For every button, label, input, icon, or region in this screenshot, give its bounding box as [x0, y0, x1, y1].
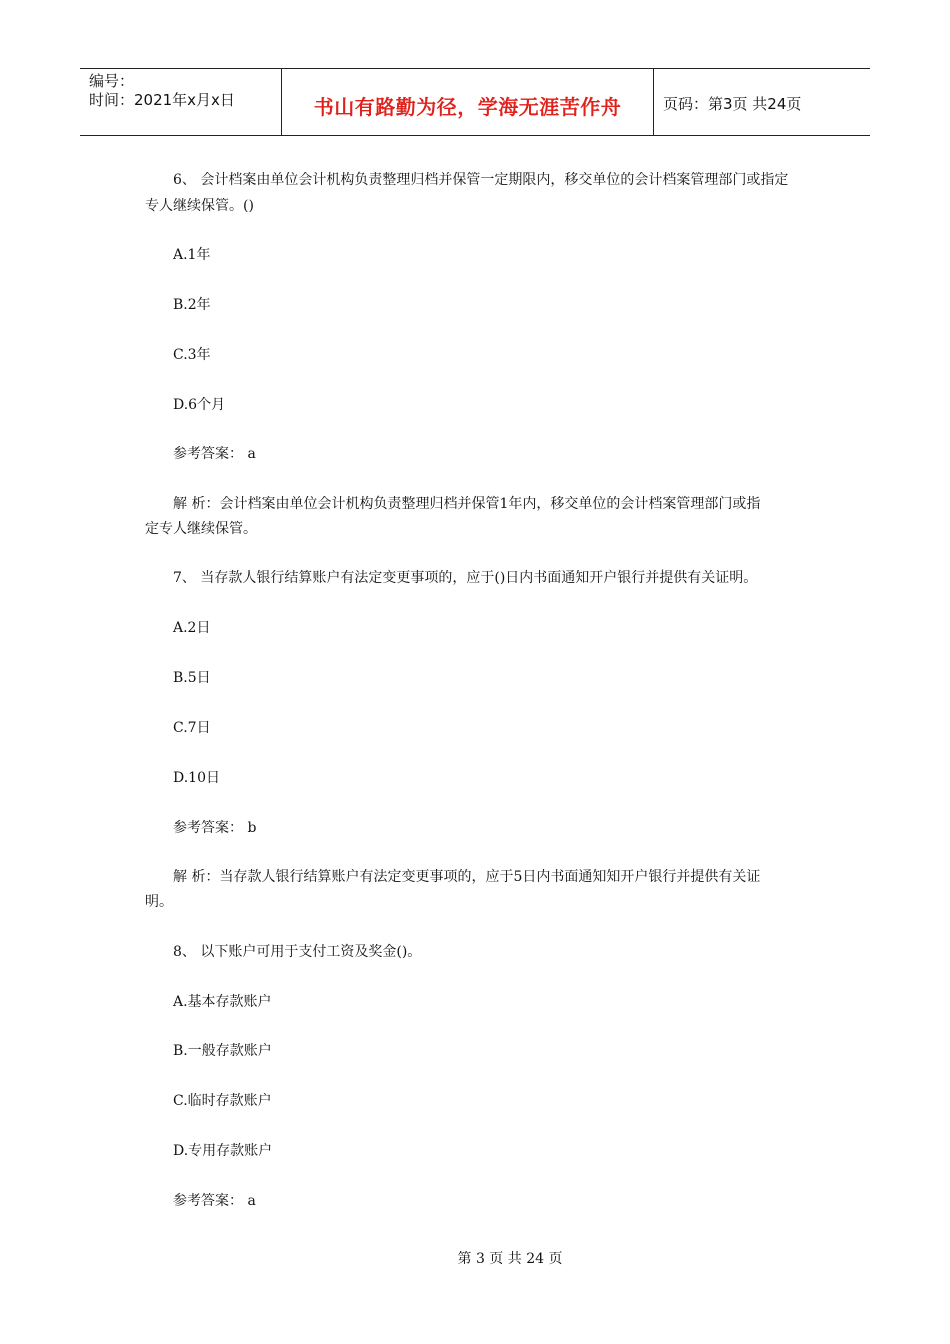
page-footer: 第 3 页 共 24 页 — [457, 1251, 563, 1267]
question-stem: 7、 当存款人银行结算账户有法定变更事项的，应于()日内书面通知开户银行并提供有关证明。 — [173, 570, 758, 586]
document-header — [80, 68, 870, 136]
explanation-continued: 定专人继续保管。 — [145, 521, 257, 537]
question-stem: 6、 会计档案由单位会计机构负责整理归档并保管一定期限内，移交单位的会计档案管理部门或指定 — [173, 172, 789, 188]
document-date-label: 时间：2021年x月x日 — [89, 91, 235, 109]
option-a: A.基本存款账户 — [173, 994, 272, 1010]
option-b: B.一般存款账户 — [173, 1043, 272, 1059]
option-c: C.临时存款账户 — [173, 1093, 272, 1109]
option-c: C.3年 — [173, 347, 211, 363]
option-b: B.2年 — [173, 297, 211, 313]
reference-answer: 参考答案： a — [173, 1193, 256, 1209]
option-d: D.10日 — [173, 770, 220, 786]
explanation: 解 析：当存款人银行结算账户有法定变更事项的，应于5日内书面通知知开户银行并提供有关证 — [173, 869, 761, 885]
option-d: D.专用存款账户 — [173, 1143, 273, 1159]
question-stem-continued: 专人继续保管。() — [145, 198, 254, 214]
reference-answer: 参考答案： b — [173, 820, 257, 836]
reference-answer: 参考答案： a — [173, 446, 256, 462]
option-d: D.6个月 — [173, 397, 226, 413]
option-c: C.7日 — [173, 720, 211, 736]
header-motto: 书山有路勤为径，学海无涯苦作舟 — [313, 95, 622, 119]
option-a: A.2日 — [173, 620, 211, 636]
option-a: A.1年 — [173, 247, 211, 263]
header-page-cell — [654, 69, 870, 135]
option-b: B.5日 — [173, 670, 211, 686]
header-page-info: 页码：第3页 共24页 — [663, 95, 802, 113]
explanation: 解 析：会计档案由单位会计机构负责整理归档并保管1年内，移交单位的会计档案管理部门或指 — [173, 496, 761, 512]
document-number-label: 编号： — [89, 72, 135, 90]
header-motto-cell — [282, 69, 654, 135]
question-stem: 8、 以下账户可用于支付工资及奖金()。 — [173, 944, 422, 960]
header-meta-cell — [80, 69, 282, 135]
explanation-continued: 明。 — [145, 894, 173, 910]
